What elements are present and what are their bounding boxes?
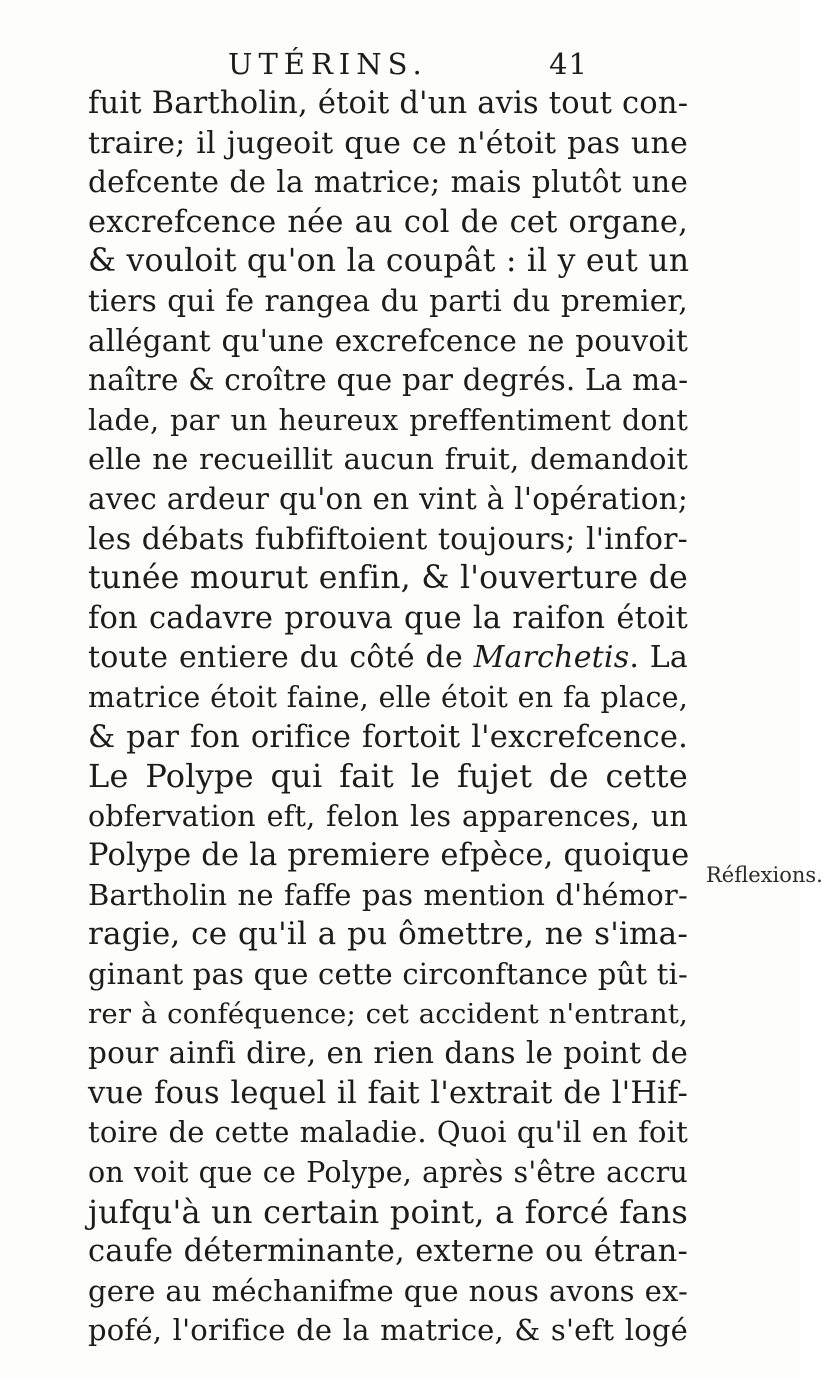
text-line: tiers qui fe rangea du parti du premier, bbox=[88, 283, 688, 318]
text-line: & vouloit qu'on la coupât : il y eut un bbox=[88, 243, 690, 280]
text-line: les débats fubfiftoient toujours; l'infor- bbox=[88, 521, 688, 557]
text-line: traire; il jugeoit que ce n'étoit pas une bbox=[88, 125, 688, 161]
text-line: toire de cette maladie. Quoi qu'il en foit bbox=[88, 1115, 688, 1150]
page-number: 41 bbox=[549, 47, 588, 81]
text-line: on voit que ce Polype, après s'être accru bbox=[88, 1156, 688, 1190]
running-title: UTÉRINS. bbox=[228, 47, 428, 81]
margin-note: Réflexions. bbox=[706, 863, 823, 887]
text-line: excrefcence née au col de cet organe, bbox=[88, 204, 688, 240]
text-line: avec ardeur qu'on en vint à l'opération; bbox=[88, 481, 688, 516]
body-text bbox=[88, 84, 688, 1351]
text-line: pofé, l'orifice de la matrice, & s'eft logé bbox=[88, 1313, 688, 1348]
text-line: caufe déterminante, externe ou étran- bbox=[88, 1234, 688, 1270]
text-line: jufqu'à un certain point, a forcé fans bbox=[88, 1192, 689, 1231]
text-line: toute entiere du côté de Marchetis. La bbox=[88, 640, 688, 676]
text-line: naître & croître que par degrés. La ma- bbox=[88, 363, 689, 398]
text-line: defcente de la matrice; mais plutôt une bbox=[88, 165, 688, 200]
text-line: elle ne recueillit aucun fruit, demandoit bbox=[88, 442, 688, 477]
text-line: Le Polype qui fait le fujet de cette bbox=[88, 757, 688, 796]
text-line: matrice étoit faine, elle étoit en fa place, bbox=[88, 680, 688, 714]
text-line: gere au méchanifme que nous avons ex- bbox=[88, 1273, 688, 1308]
text-line: Polype de la premiere efpèce, quoique bbox=[88, 838, 690, 874]
text-line: fon cadavre prouva que la raifon étoit bbox=[88, 600, 688, 636]
text-line: pour ainfi dire, en rien dans le point de bbox=[88, 1036, 688, 1071]
text-line: ragie, ce qu'il a pu ômettre, ne s'ima- bbox=[88, 916, 688, 953]
running-head bbox=[228, 44, 588, 84]
text-line: allégant qu'une excrefcence ne pouvoit bbox=[88, 323, 688, 358]
text-line: lade, par un heureux preffentiment dont bbox=[88, 403, 688, 437]
text-line: vue fous lequel il fait l'extrait de l'Hif- bbox=[88, 1075, 688, 1111]
text-line: Bartholin ne faffe pas mention d'hémor- bbox=[88, 877, 688, 912]
text-line: ginant pas que cette circonftance pût ti- bbox=[88, 957, 688, 992]
text-line: rer à conféquence; cet accident n'entrant, bbox=[88, 997, 688, 1030]
text-line: fuit Bartholin, étoit d'un avis tout con- bbox=[88, 86, 689, 121]
italic-name: Marchetis bbox=[473, 640, 630, 676]
text-line: obfervation eft, felon les apparences, un bbox=[88, 799, 688, 833]
text-line: tunée mourut enfin, & l'ouverture de bbox=[88, 560, 688, 597]
text-line: & par fon orifice fortoit l'excrefcence. bbox=[88, 719, 688, 755]
